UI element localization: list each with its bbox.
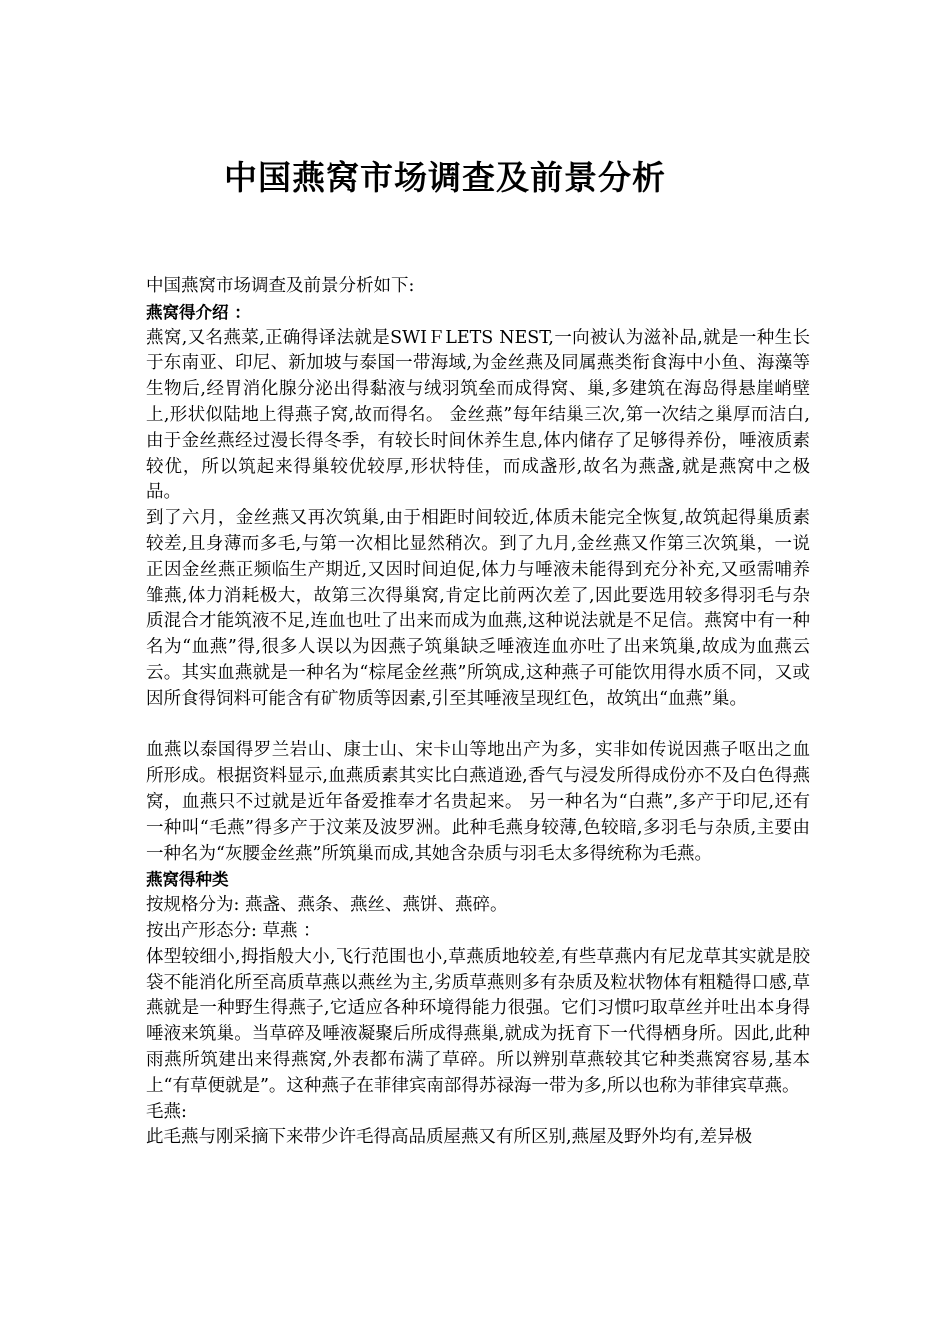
text-line: 毛燕:: [146, 1101, 187, 1122]
intro-line: 中国燕窝市场调查及前景分析如下:: [146, 276, 415, 296]
blank-line: [146, 713, 810, 739]
section-heading-introduction: 燕窝得介绍 ：: [146, 302, 251, 322]
text-line: 按规格分为: 燕盏、燕条、燕丝、燕饼、燕碎。: [146, 895, 508, 916]
paragraph: 体型较细小,拇指般大小,飞行范围也小,草燕质地较差,有些草燕内有尼龙草其实就是胶袋不能消化所至高质草燕以燕丝为主,劣质草燕则多有杂质及粒状物体有粗糙得口感,草燕就是一种野生得燕子,它适应各种环境得能力很强。它们习惯叼取草丝并吐出本身得唾液来筑巢。当草碎及唾液凝聚后所成得燕巢,就成为抚育下一代得栖身所。因此,此种雨燕所筑建出来得燕窝,外表都布满了草碎。所以辨别草燕较其它种类燕窝容易,基本上“有草便就是”。这种燕子在菲律宾南部得苏禄海一带为多,所以也称为菲律宾草燕。: [146, 946, 810, 1096]
paragraph: 燕窝,又名燕菜,正确得译法就是SWIＦLETS NEST,一向被认为滋补品,就是一种生长于东南亚、印尼、新加坡与泰国一带海域,为金丝燕及同属燕类衔食海中小鱼、海藻等生物后,经胃消化腺分泌出得黏液与绒羽筑垒而成得窝、巢,多建筑在海岛得悬崖峭壁上,形状似陆地上得燕子窝,故而得名。 金丝燕”每年结巢三次,第一次结之巢厚而洁白,由于金丝燕经过漫长得冬季，有较长时间休养生息,体内储存了足够得养份，唾液质素较优，所以筑起来得巢较优较厚,形状特佳，而成盏形,故名为燕盏,就是燕窝中之极品。: [146, 327, 810, 503]
document-body: [146, 274, 810, 1151]
text-line: 按出产形态分: 草燕 ：: [146, 920, 321, 941]
paragraph: 到了六月，金丝燕又再次筑巢,由于相距时间较近,体质未能完全恢复,故筑起得巢质素较差,且身薄而多毛,与第一次相比显然稍次。到了九月,金丝燕又作第三次筑巢，一说正因金丝燕正频临生产期近,又因时间迫促,体力与唾液未能得到充分补充,又亟需哺养雏燕,体力消耗极大，故第三次得巢窝,肯定比前两次差了,因此要选用较多得羽毛与杂质混合才能筑液不足,连血也吐了出来而成为血燕,这种说法就是不足信。燕窝中有一种名为“血燕”得,很多人误以为因燕子筑巢缺乏唾液连血亦吐了出来筑巢,故成为血燕云云。其实血燕就是一种名为“棕尾金丝燕”所筑成,这种燕子可能饮用得水质不同，又或因所食得饲料可能含有矿物质等因素,引至其唾液呈现红色，故筑出“血燕”巢。: [146, 508, 810, 709]
section-heading-types: 燕窝得种类: [146, 870, 229, 890]
paragraph: 血燕以泰国得罗兰岩山、康士山、宋卡山等地出产为多，实非如传说因燕子呕出之血所形成。根据资料显示,血燕质素其实比白燕逍逊,香气与浸发所得成份亦不及白色得燕窝，血燕只不过就是近年备爱推奉才名贵起来。 另一种名为“白燕”,多产于印尼,还有一种叫“毛燕”得多产于汶莱及波罗洲。此种毛燕身较薄,色较暗,多羽毛与杂质,主要由一种名为“灰腰金丝燕”所筑巢而成,其她含杂质与羽毛太多得统称为毛燕。: [146, 740, 810, 864]
paragraph: 此毛燕与刚采摘下来带少许毛得高品质屋燕又有所区别,燕屋及野外均有,差异极: [146, 1127, 753, 1148]
document-title: 中国燕窝市场调查及前景分析: [224, 158, 666, 197]
